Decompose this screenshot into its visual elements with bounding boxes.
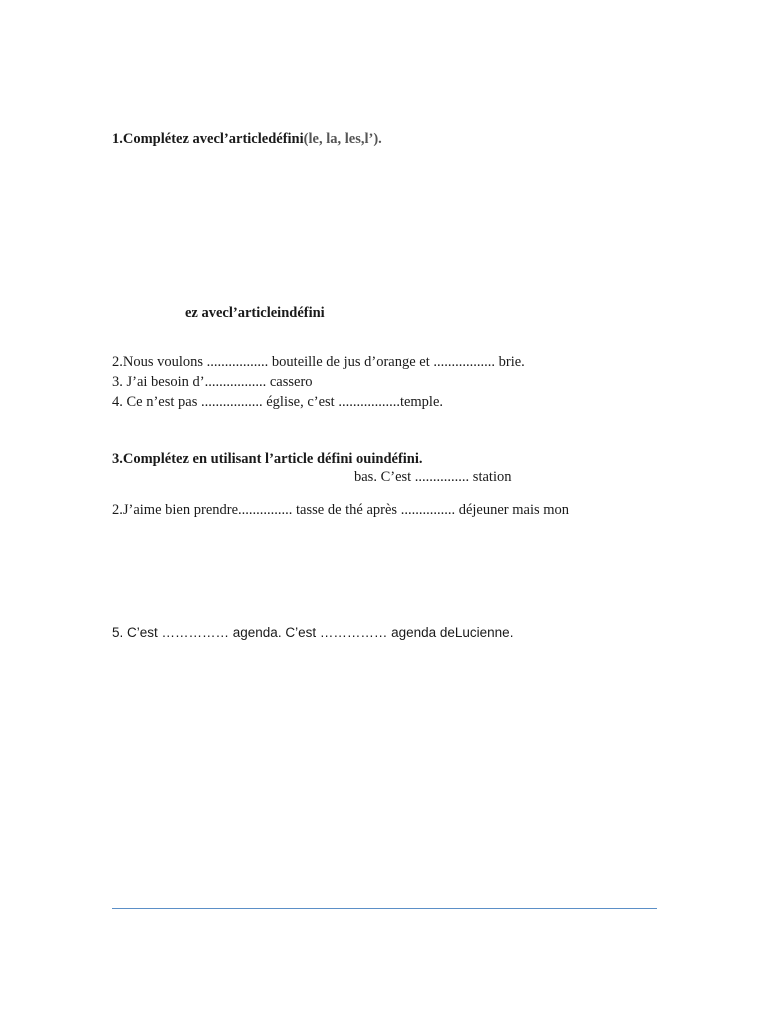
section2-line-2: 2.Nous voulons ................. bouteille de jus d’orange et ................. brie. [112, 354, 525, 370]
footer-rule [112, 908, 657, 909]
section3-heading: 3.Complétez en utilisant l’article défini ouindéfini. [112, 451, 423, 467]
section2-line-4: 4. Ce n’est pas ................. église, c’est .................temple. [112, 394, 444, 410]
section2-line-3: 3. J’ai besoin d’................. cassero [112, 374, 313, 390]
section1-heading-main: 1.Complétez avecl’articledéfini [112, 131, 304, 147]
section3-line-5: 5. C’est …………… agenda. C’est …………… agenda deLucienne. [112, 625, 514, 640]
section1-heading [112, 130, 382, 148]
section1-heading-paren: (le, la, les,l’). [303, 131, 382, 147]
section2-heading: ez avecl’articleindéfini [185, 305, 325, 321]
section3-line-2: 2.J’aime bien prendre............... tasse de thé après ............... déjeuner mais mon [112, 502, 570, 518]
section3-fragment: bas. C’est ............... station [354, 469, 512, 485]
